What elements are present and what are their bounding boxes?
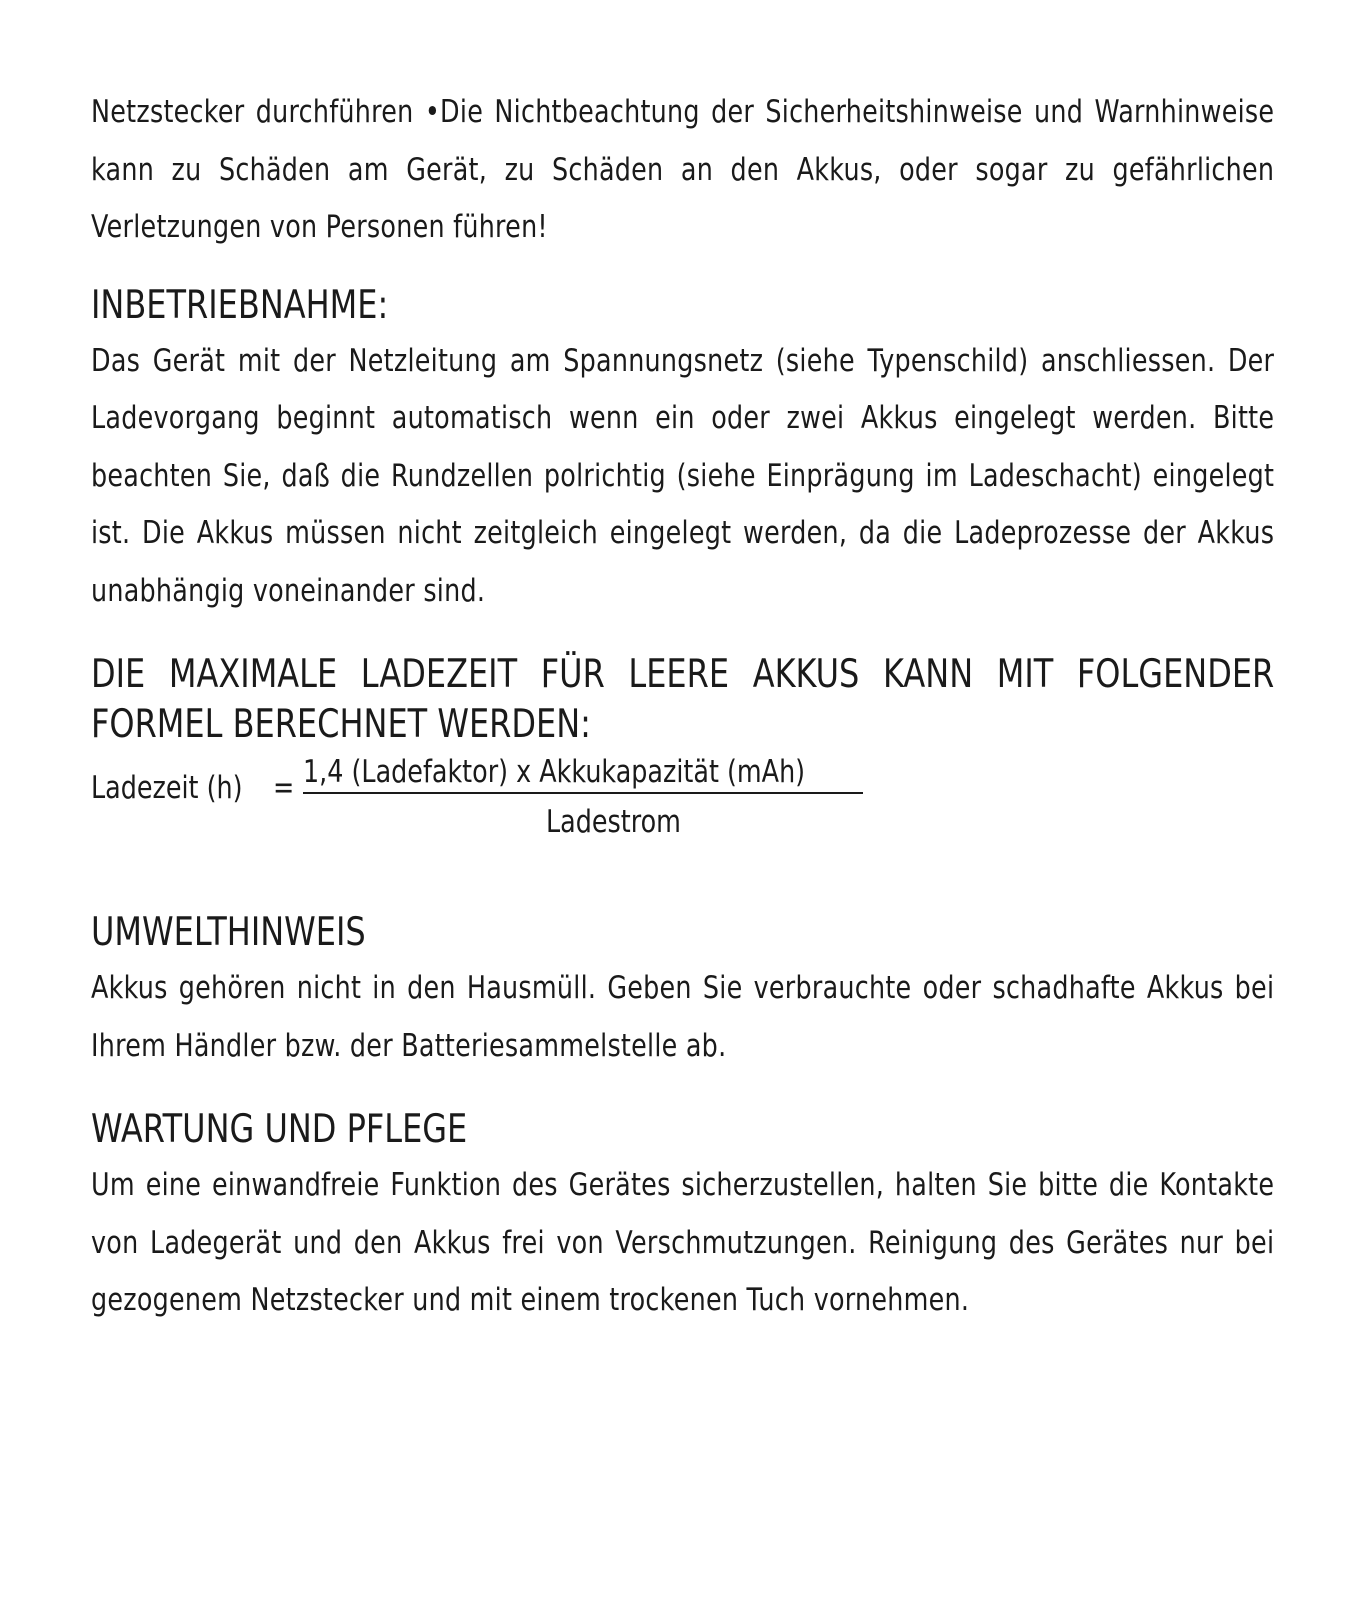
formula-numerator-text: 1,4 (Ladefaktor) x Akkukapazität (mAh) xyxy=(303,754,806,790)
intro-paragraph: Netzstecker durchführen •Die Nichtbeachtung der Sicherheitshinweise und Warnhinweise kann zu Schäden am Gerät, zu Schäden an den Akkus, oder sogar zu gefährlichen Verletzungen von Personen führen! xyxy=(91,94,1275,245)
formula-equals: = xyxy=(273,770,295,806)
inbetriebnahme-paragraph: Das Gerät mit der Netzleitung am Spannungsnetz (siehe Typenschild) anschliessen. Der Ladevorgang beginnt automatisch wenn ein oder zwei Akkus eingelegt werden. Bitte beachten Sie, daß die Rundzellen polrichtig (siehe Einprägung im Ladeschacht) eingelegt ist. Die Akkus müssen nicht zeitgleich eingelegt werden, da die Ladeprozesse der Akkus unabhängig voneinander sind. xyxy=(91,342,1275,609)
formula-lhs: Ladezeit (h) xyxy=(91,770,243,806)
heading-inbetriebnahme: INBETRIEBNAHME: xyxy=(91,282,389,328)
formula-denominator: Ladestrom xyxy=(546,804,681,840)
wartung-paragraph: Um eine einwandfreie Funktion des Gerätes sicherzustellen, halten Sie bitte die Kontakte von Ladegerät und den Akkus frei von Verschmutzungen. Reinigung des Gerätes nur bei gezogenem Netzstecker und mit einem trockenen Tuch vornehmen. xyxy=(91,1167,1275,1318)
heading-umwelthinweis: UMWELTHINWEIS xyxy=(91,910,366,955)
heading-wartung: WARTUNG UND PFLEGE xyxy=(91,1107,468,1152)
ladezeit-formula xyxy=(91,754,1274,870)
heading-ladezeit: DIE MAXIMALE LADEZEIT FÜR LEERE AKKUS KANN MIT FOLGENDER FORMEL BERECHNET WERDEN: xyxy=(91,652,1275,747)
umwelt-paragraph: Akkus gehören nicht in den Hausmüll. Geben Sie verbrauchte oder schadhafte Akkus bei Ihrem Händler bzw. der Batteriesammelstelle ab. xyxy=(91,970,1275,1064)
formula-numerator xyxy=(303,752,863,794)
document-page xyxy=(91,84,1274,1330)
